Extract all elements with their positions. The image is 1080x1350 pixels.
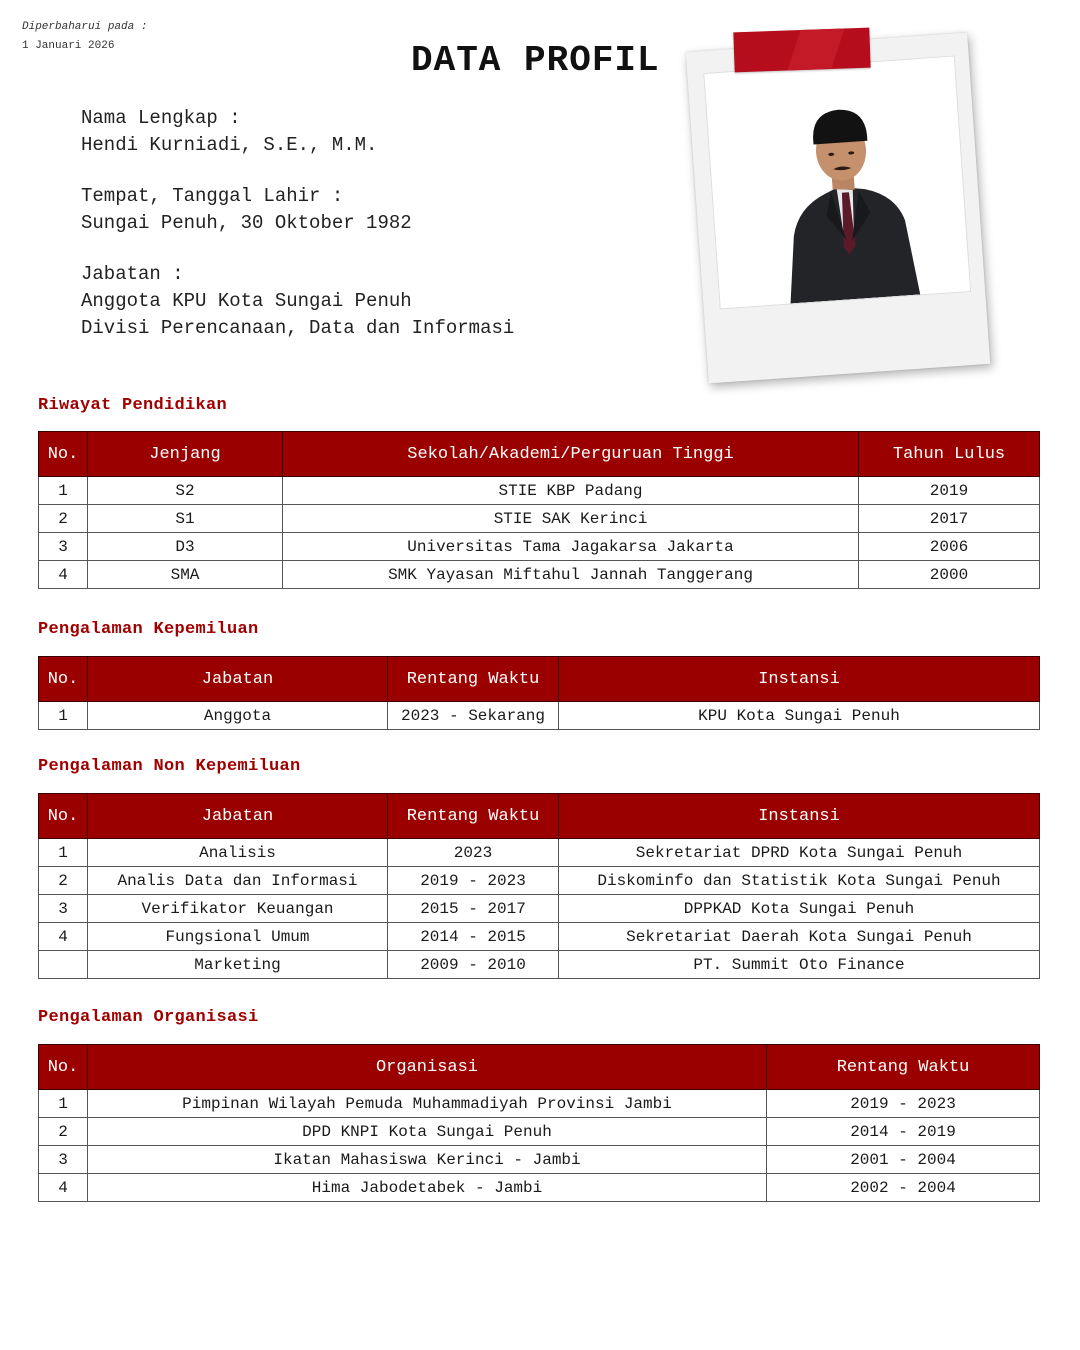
cell-no: 4 (39, 561, 88, 589)
column-header-organization: Organisasi (88, 1045, 767, 1090)
cell-no: 4 (39, 923, 88, 951)
table-row (39, 895, 1040, 923)
non-election-experience-title: Pengalaman Non Kepemiluan (38, 757, 301, 776)
last-updated-date: 1 Januari 2026 (22, 40, 115, 52)
cell-period: 2014 - 2019 (767, 1118, 1040, 1146)
cell-period: 2002 - 2004 (767, 1174, 1040, 1202)
cell-year: 2000 (859, 561, 1040, 589)
education-title: Riwayat Pendidikan (38, 396, 228, 415)
column-header-period: Rentang Waktu (388, 657, 559, 702)
cell-no: 3 (39, 533, 88, 561)
cell-position: Fungsional Umum (88, 923, 388, 951)
table-row (39, 477, 1040, 505)
table-row (39, 702, 1040, 730)
cell-institution: Sekretariat DPRD Kota Sungai Penuh (559, 839, 1040, 867)
table-row (39, 1090, 1040, 1118)
table-row (39, 867, 1040, 895)
cell-period: 2015 - 2017 (388, 895, 559, 923)
table-row (39, 839, 1040, 867)
cell-organization: Ikatan Mahasiswa Kerinci - Jambi (88, 1146, 767, 1174)
table-row (39, 505, 1040, 533)
cell-no: 4 (39, 1174, 88, 1202)
birth-block (81, 183, 514, 237)
table-row (39, 561, 1040, 589)
cell-year: 2019 (859, 477, 1040, 505)
cell-school: STIE KBP Padang (283, 477, 859, 505)
table-row (39, 951, 1040, 979)
non-election-experience-table (38, 793, 1040, 979)
cell-year: 2017 (859, 505, 1040, 533)
polaroid-frame (686, 33, 990, 384)
cell-position: Verifikator Keuangan (88, 895, 388, 923)
profile-info (81, 105, 514, 342)
organization-experience-table (38, 1044, 1040, 1202)
cell-no: 1 (39, 839, 88, 867)
cell-no: 1 (39, 477, 88, 505)
cell-no: 2 (39, 867, 88, 895)
last-updated-label: Diperbaharui pada : (22, 21, 148, 33)
cell-period: 2019 - 2023 (767, 1090, 1040, 1118)
column-header-position: Jabatan (88, 657, 388, 702)
person-portrait-icon (704, 57, 970, 309)
cell-organization: DPD KNPI Kota Sungai Penuh (88, 1118, 767, 1146)
table-row (39, 923, 1040, 951)
position-block (81, 261, 514, 342)
cell-period: 2023 - Sekarang (388, 702, 559, 730)
cell-institution: PT. Summit Oto Finance (559, 951, 1040, 979)
birth-place-date: Sungai Penuh, 30 Oktober 1982 (81, 212, 412, 234)
cell-level: D3 (88, 533, 283, 561)
cell-position: Anggota (88, 702, 388, 730)
column-header-institution: Instansi (559, 794, 1040, 839)
column-header-no: No. (39, 657, 88, 702)
birth-label: Tempat, Tanggal Lahir : (81, 185, 344, 207)
cell-position: Analisis (88, 839, 388, 867)
cell-level: S1 (88, 505, 283, 533)
organization-experience-title: Pengalaman Organisasi (38, 1008, 259, 1027)
cell-no: 3 (39, 895, 88, 923)
table-row (39, 1118, 1040, 1146)
name-label: Nama Lengkap : (81, 107, 241, 129)
cell-no (39, 951, 88, 979)
column-header-period: Rentang Waktu (767, 1045, 1040, 1090)
cell-period: 2023 (388, 839, 559, 867)
full-name: Hendi Kurniadi, S.E., M.M. (81, 134, 378, 156)
cell-institution: DPPKAD Kota Sungai Penuh (559, 895, 1040, 923)
cell-organization: Pimpinan Wilayah Pemuda Muhammadiyah Provinsi Jambi (88, 1090, 767, 1118)
column-header-position: Jabatan (88, 794, 388, 839)
cell-period: 2014 - 2015 (388, 923, 559, 951)
cell-position: Marketing (88, 951, 388, 979)
cell-no: 1 (39, 702, 88, 730)
column-header-no: No. (39, 1045, 88, 1090)
column-header-period: Rentang Waktu (388, 794, 559, 839)
election-experience-table (38, 656, 1040, 730)
column-header-institution: Instansi (559, 657, 1040, 702)
education-table (38, 431, 1040, 589)
cell-level: S2 (88, 477, 283, 505)
table-header-row (39, 657, 1040, 702)
page-title: DATA PROFIL (411, 40, 660, 81)
cell-institution: KPU Kota Sungai Penuh (559, 702, 1040, 730)
cell-school: STIE SAK Kerinci (283, 505, 859, 533)
column-header-no: No. (39, 794, 88, 839)
cell-institution: Diskominfo dan Statistik Kota Sungai Penuh (559, 867, 1040, 895)
cell-school: Universitas Tama Jagakarsa Jakarta (283, 533, 859, 561)
profile-photo (703, 55, 971, 309)
table-header-row (39, 794, 1040, 839)
position-line-1: Anggota KPU Kota Sungai Penuh (81, 290, 412, 312)
last-updated (22, 18, 147, 56)
cell-period: 2001 - 2004 (767, 1146, 1040, 1174)
cell-no: 3 (39, 1146, 88, 1174)
cell-position: Analis Data dan Informasi (88, 867, 388, 895)
cell-period: 2019 - 2023 (388, 867, 559, 895)
cell-organization: Hima Jabodetabek - Jambi (88, 1174, 767, 1202)
table-header-row (39, 432, 1040, 477)
column-header-level: Jenjang (88, 432, 283, 477)
table-row (39, 1146, 1040, 1174)
table-header-row (39, 1045, 1040, 1090)
tape-decoration (733, 28, 870, 73)
cell-no: 2 (39, 505, 88, 533)
column-header-year: Tahun Lulus (859, 432, 1040, 477)
position-label: Jabatan : (81, 263, 184, 285)
cell-school: SMK Yayasan Miftahul Jannah Tanggerang (283, 561, 859, 589)
column-header-no: No. (39, 432, 88, 477)
cell-period: 2009 - 2010 (388, 951, 559, 979)
election-experience-title: Pengalaman Kepemiluan (38, 620, 259, 639)
position-line-2: Divisi Perencanaan, Data dan Informasi (81, 317, 515, 339)
cell-no: 1 (39, 1090, 88, 1118)
cell-no: 2 (39, 1118, 88, 1146)
table-row (39, 1174, 1040, 1202)
cell-institution: Sekretariat Daerah Kota Sungai Penuh (559, 923, 1040, 951)
name-block (81, 105, 514, 159)
table-row (39, 533, 1040, 561)
cell-level: SMA (88, 561, 283, 589)
cell-year: 2006 (859, 533, 1040, 561)
column-header-school: Sekolah/Akademi/Perguruan Tinggi (283, 432, 859, 477)
